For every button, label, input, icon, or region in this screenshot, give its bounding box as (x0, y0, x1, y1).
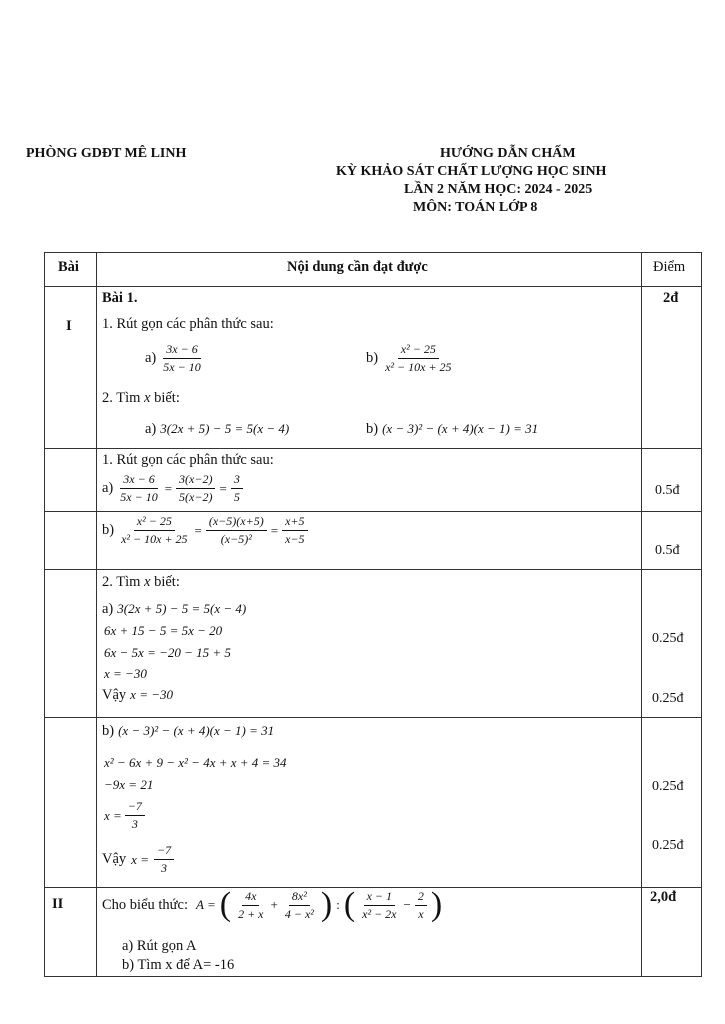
fraction-numerator: x² − 25 (134, 514, 175, 531)
solution-2a-line-4: x = −30 (104, 666, 147, 681)
doc-title: HƯỚNG DẪN CHẤM (440, 146, 576, 161)
school-year: LẦN 2 NĂM HỌC: 2024 - 2025 (404, 182, 593, 197)
column-header-content: Nội dung cần đạt được (287, 259, 428, 275)
solution-2-title (102, 574, 180, 591)
fraction-denominator: 2 + x (238, 906, 264, 921)
left-paren: ( (219, 886, 232, 923)
subject: MÔN: TOÁN LỚP 8 (413, 200, 538, 215)
conclusion-label: Vậy (102, 851, 127, 867)
solution-2-suffix: biết: (150, 574, 180, 590)
fraction-numerator: 4x (242, 889, 259, 906)
fraction-denominator: 5 (233, 490, 240, 504)
question-1a-fraction (160, 342, 203, 375)
fraction-denominator: 3 (131, 817, 138, 831)
solution-1a-fraction-1 (117, 472, 160, 505)
problem-number-1: I (66, 318, 72, 334)
solution-1b (102, 514, 308, 547)
expression-fraction-2 (282, 889, 317, 922)
expression-a (102, 888, 442, 922)
fraction-denominator: (x−5)² (220, 532, 252, 546)
fraction-denominator: x² − 10x + 25 (385, 360, 452, 374)
conclusion-fraction (154, 843, 174, 876)
fraction-numerator: −7 (125, 799, 145, 816)
question-1b (366, 342, 455, 375)
problem-heading-1: Bài 1. (102, 290, 138, 306)
solution-2b-conclusion (102, 843, 174, 876)
expression-fraction-4 (415, 889, 427, 922)
fraction-numerator: 3(x−2) (176, 472, 215, 489)
solution-2b-points-2: 0.25đ (652, 838, 684, 853)
equals-sign: = (194, 522, 202, 538)
solution-2a-points-2: 0.25đ (652, 691, 684, 706)
fraction-numerator: x+5 (282, 514, 307, 531)
question-2b-equation: (x − 3)² − (x + 4)(x − 1) = 31 (382, 421, 539, 436)
fraction-numerator: 3x − 6 (163, 342, 200, 359)
solution-2b-label: b) (102, 723, 115, 739)
fraction-numerator: x² − 25 (398, 342, 439, 359)
solution-1a-label: a) (102, 480, 114, 496)
question-2a-equation: 3(2x + 5) − 5 = 5(x − 4) (160, 421, 290, 436)
conclusion-label: Vậy (102, 687, 127, 703)
division-sign: : (336, 897, 340, 912)
question-2-suffix: biết: (150, 390, 180, 406)
fraction-denominator: 3 (161, 861, 168, 875)
solution-1a-points: 0.5đ (655, 483, 680, 498)
solution-2b-line-4 (104, 799, 145, 832)
left-paren: ( (343, 886, 356, 923)
equation-line: 3(2x + 5) − 5 = 5(x − 4) (117, 601, 247, 616)
expression-fraction-3 (359, 889, 399, 922)
solution-2b-line-2: x² − 6x + 9 − x² − 4x + x + 4 = 34 (104, 755, 287, 770)
fraction-numerator: 8x² (289, 889, 310, 906)
fraction-numerator: x − 1 (364, 889, 395, 906)
solution-2b-line-3: −9x = 21 (104, 777, 154, 792)
right-paren: ) (430, 886, 443, 923)
task-a: a) Rút gọn A (122, 938, 197, 954)
conclusion-value: x = −30 (130, 687, 173, 702)
task-b: b) Tìm x để A= -16 (122, 957, 235, 973)
exam-name: KỲ KHẢO SÁT CHẤT LƯỢNG HỌC SINH (336, 164, 607, 179)
fraction-numerator: 3 (231, 472, 243, 489)
solution-1-title: 1. Rút gọn các phân thức sau: (102, 452, 274, 468)
department-name: PHÒNG GDĐT MÊ LINH (26, 146, 187, 161)
solution-1b-fraction-1 (118, 514, 190, 547)
expression-fraction-1 (235, 889, 266, 922)
question-2a-label: a) (145, 421, 157, 437)
solution-2-prefix: 2. Tìm (102, 574, 145, 590)
fraction-denominator: x (418, 906, 424, 921)
equals-sign: = (219, 480, 227, 496)
question-1b-label: b) (366, 350, 379, 366)
column-header-bai: Bài (58, 259, 79, 275)
equation-lhs: x = (104, 807, 122, 823)
solution-2a-points-1: 0.25đ (652, 631, 684, 646)
question-1a-label: a) (145, 350, 157, 366)
fraction-denominator: x−5 (285, 532, 305, 546)
solution-1b-fraction-3 (282, 514, 307, 547)
solution-2b-points-1: 0.25đ (652, 779, 684, 794)
question-1a (145, 342, 204, 375)
fraction-numerator: (x−5)(x+5) (206, 514, 267, 531)
solution-2a-label: a) (102, 601, 114, 617)
solution-2a-conclusion (102, 686, 173, 704)
question-2b-label: b) (366, 421, 379, 437)
question-1-text: 1. Rút gọn các phân thức sau: (102, 316, 274, 332)
question-2-var: x (144, 390, 151, 406)
problem-points-2: 2,0đ (650, 889, 677, 905)
solution-1a (102, 472, 243, 505)
fraction-numerator: −7 (154, 843, 174, 860)
solution-2-var: x (144, 574, 151, 590)
question-2a (145, 420, 289, 438)
solution-1a-fraction-3 (231, 472, 243, 505)
fraction-numerator: 3x − 6 (120, 472, 157, 489)
fraction-denominator: 5(x−2) (179, 490, 213, 504)
minus-sign: − (403, 897, 411, 912)
fraction-denominator: 5x − 10 (120, 490, 158, 504)
solution-1b-points: 0.5đ (655, 543, 680, 558)
equals-sign: = (270, 522, 279, 538)
solution-2b-line-1 (102, 722, 274, 740)
solution-2a-line-3: 6x − 5x = −20 − 15 + 5 (104, 645, 231, 660)
fraction-denominator: x² − 10x + 25 (121, 532, 188, 546)
fraction-denominator: 4 − x² (284, 906, 314, 921)
equals-sign: = (164, 480, 173, 496)
question-2-prefix: 2. Tìm (102, 390, 145, 406)
fraction-denominator: 5x − 10 (163, 360, 201, 374)
expression-lhs: A = (196, 897, 216, 912)
equation-line: (x − 3)² − (x + 4)(x − 1) = 31 (118, 723, 275, 738)
question-1b-fraction (382, 342, 454, 375)
plus-sign: + (270, 897, 278, 912)
solution-1a-fraction-2 (176, 472, 215, 505)
equation-lhs: x = (131, 851, 149, 867)
problem-number-2: II (52, 896, 64, 912)
expression-intro: Cho biểu thức: (102, 896, 188, 913)
solution-2a-line-2: 6x + 15 − 5 = 5x − 20 (104, 623, 223, 638)
solution-2a-line-1 (102, 600, 246, 618)
solution-1b-fraction-2 (206, 514, 267, 547)
fraction-numerator: 2 (415, 889, 427, 906)
problem-points-1: 2đ (663, 290, 679, 306)
question-2-text (102, 390, 180, 407)
column-header-diem: Điểm (653, 259, 686, 275)
solution-1b-label: b) (102, 522, 115, 538)
right-paren: ) (320, 886, 333, 923)
fraction-denominator: x² − 2x (362, 906, 397, 921)
question-2b (366, 420, 538, 438)
result-fraction (125, 799, 145, 832)
